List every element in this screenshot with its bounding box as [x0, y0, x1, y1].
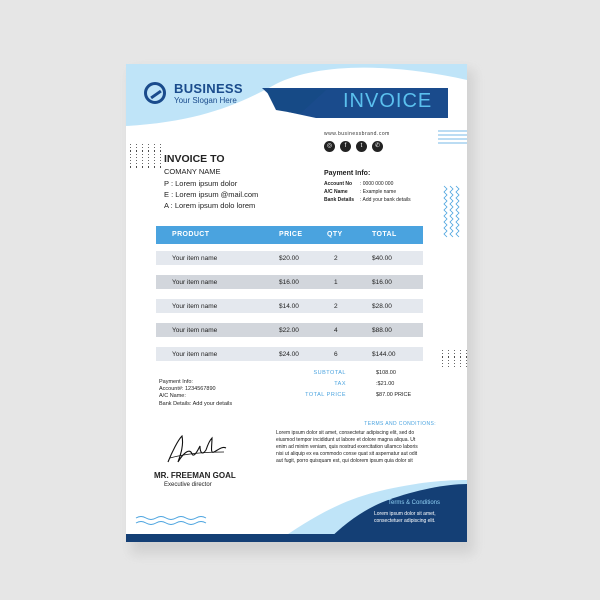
contact-address: A : Lorem ipsum dolo lorem	[164, 201, 256, 210]
payment-block-line: A/C Name:	[159, 393, 186, 399]
cell-price: $24.00	[279, 350, 299, 358]
signatory-name: MR. FREEMAN GOAL	[154, 471, 236, 480]
contact-phone: P : Lorem ipsum dolor	[164, 179, 238, 188]
cell-total: $40.00	[372, 254, 392, 262]
tax-label: TAX	[334, 381, 346, 387]
payment-value: : Example name	[360, 189, 397, 195]
cell-price: $20.00	[279, 254, 299, 262]
cell-total: $88.00	[372, 326, 392, 334]
cell-qty: 4	[334, 326, 338, 334]
website-text: www.businessbrand.com	[324, 131, 390, 137]
payment-block-line: Payment Info:	[159, 379, 193, 385]
cell-item: Your item name	[172, 278, 218, 286]
cell-total: $28.00	[372, 302, 392, 310]
payment-row-bank	[324, 197, 411, 203]
cell-total: $16.00	[372, 278, 392, 286]
total-value: $87.00 PRICE	[376, 392, 412, 398]
header-price: PRICE	[279, 231, 303, 238]
logo-icon	[144, 82, 166, 104]
invoice-title: INVOICE	[343, 90, 433, 112]
payment-label: A/C Name	[324, 189, 348, 195]
cell-item: Your item name	[172, 302, 218, 310]
table-row	[156, 299, 423, 313]
cell-qty: 2	[334, 254, 338, 262]
footer-terms-line: consectetuer adipiscing elit.	[374, 518, 436, 524]
header-qty: QTY	[327, 231, 343, 238]
header-total: TOTAL	[372, 231, 397, 238]
payment-label: Account No	[324, 181, 353, 187]
invoice-page	[126, 64, 467, 542]
table-header	[156, 226, 423, 244]
terms-body	[276, 430, 438, 465]
payment-info-heading: Payment Info:	[324, 170, 371, 177]
terms-line: aut fugit, porro quisquam est, qui dolorem ipsum quia dolor sit	[276, 458, 413, 464]
signatory-title: Executive director	[164, 482, 212, 488]
contact-email: E : Lorem ipsum @mail.com	[164, 190, 259, 199]
cell-item: Your item name	[172, 326, 218, 334]
terms-line: eiusmod tempor incididunt ut labore et dolore magna aliqua. Ut	[276, 437, 416, 443]
instagram-icon[interactable]: ◎	[324, 141, 335, 152]
footer-terms-text	[374, 511, 464, 525]
decor-lines	[436, 128, 467, 148]
cell-qty: 2	[334, 302, 338, 310]
terms-heading: TERMS AND CONDITIONS:	[364, 421, 436, 427]
decor-dots-left	[130, 144, 164, 168]
table-row	[156, 251, 423, 265]
payment-value: : Add your bank details	[360, 197, 411, 203]
footer-terms-line: Lorem ipsum dolor sit amet,	[374, 511, 436, 517]
cell-price: $16.00	[279, 278, 299, 286]
decor-zigzag	[442, 184, 460, 242]
cell-total: $144.00	[372, 350, 396, 358]
invoice-to-heading: INVOICE TO	[164, 153, 225, 165]
payment-label: Bank Details	[324, 197, 355, 203]
payment-value: : 0000 000 000	[360, 181, 394, 187]
facebook-icon[interactable]: f	[340, 141, 351, 152]
header-product: PRODUCT	[172, 231, 210, 238]
cell-qty: 6	[334, 350, 338, 358]
cell-item: Your item name	[172, 254, 218, 262]
payment-row-account	[324, 181, 393, 187]
terms-line: nisi ut aliquip ex ea commodo conse quat sit aspernatur aut odit	[276, 451, 418, 457]
subtotal-label: SUBTOTAL	[313, 370, 346, 376]
signature-image	[164, 432, 234, 468]
total-label: TOTAL PRICE	[305, 392, 346, 398]
twitter-icon[interactable]: t	[356, 141, 367, 152]
terms-line: enim ad minim veniam, quis nostrud exercitation ullamco laboris	[276, 444, 418, 450]
payment-row-name	[324, 189, 396, 195]
footer-terms-heading: Terms & Conditions	[388, 500, 441, 506]
cell-item: Your item name	[172, 350, 218, 358]
company-name: COMANY NAME	[164, 167, 221, 176]
payment-block-line: Bank Details: Add your details	[159, 401, 233, 407]
table-row	[156, 347, 423, 361]
cell-price: $22.00	[279, 326, 299, 334]
table-row	[156, 275, 423, 289]
footer-wave	[126, 472, 467, 542]
decor-dots-right	[442, 350, 467, 367]
table-row	[156, 323, 423, 337]
cell-price: $14.00	[279, 302, 299, 310]
brand-name: BUSINESS	[174, 81, 243, 96]
tax-value: :$21.00	[376, 381, 395, 387]
cell-qty: 1	[334, 278, 338, 286]
subtotal-value: $108.00	[376, 370, 396, 376]
whatsapp-icon[interactable]: ✆	[372, 141, 383, 152]
payment-block-line: Account#: 1234567890	[159, 386, 216, 392]
terms-line: Lorem ipsum dolor sit amet, consectetur adipiscing elit, sed do	[276, 430, 415, 436]
brand-slogan: Your Slogan Here	[174, 96, 237, 105]
